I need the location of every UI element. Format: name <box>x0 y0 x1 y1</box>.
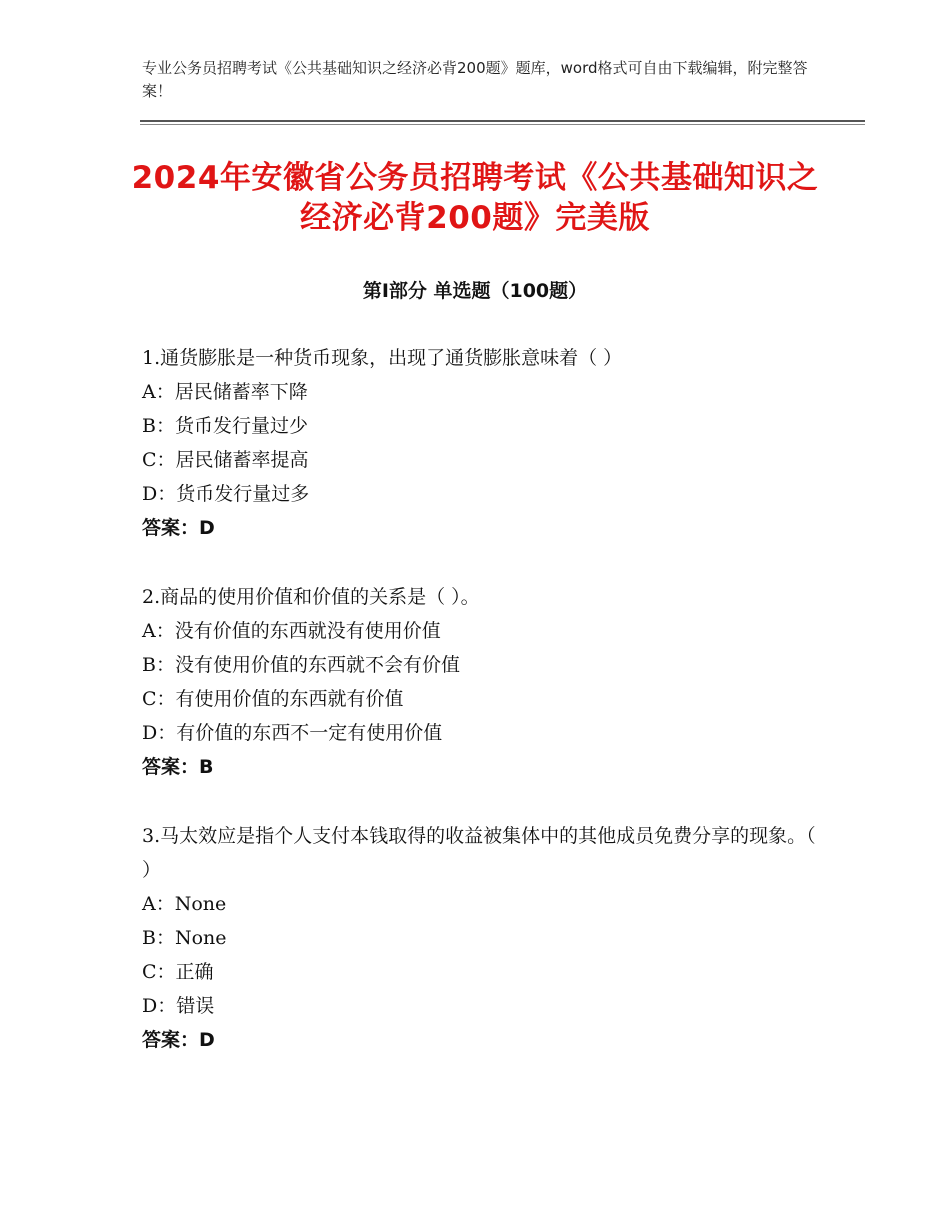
option-c: C：有使用价值的东西就有价值 <box>142 688 404 710</box>
option-c: C：居民储蓄率提高 <box>142 449 309 471</box>
section-heading: 第Ⅰ部分 单选题（100题） <box>362 280 588 302</box>
option-c: C：正确 <box>142 961 214 983</box>
question-2 <box>142 580 822 784</box>
header-note: 专业公务员招聘考试《公共基础知识之经济必背200题》题库，word格式可自由下载编辑，附完整答案！ <box>142 59 808 100</box>
document-title: 2024年安徽省公务员招聘考试《公共基础知识之经济必背200题》完美版 <box>131 160 819 236</box>
option-b: B：None <box>142 927 227 949</box>
header-rule-thin <box>140 124 865 125</box>
option-a: A：None <box>142 893 227 915</box>
option-b: B：货币发行量过少 <box>142 415 308 437</box>
question-stem: 2.商品的使用价值和价值的关系是（ ）。 <box>142 586 480 608</box>
option-d: D：有价值的东西不一定有使用价值 <box>142 722 443 744</box>
option-a: A：没有价值的东西就没有使用价值 <box>142 620 441 642</box>
option-b: B：没有使用价值的东西就不会有价值 <box>142 654 460 676</box>
option-a: A：居民储蓄率下降 <box>142 381 308 403</box>
question-3 <box>142 819 822 1057</box>
answer: 答案：D <box>142 1029 215 1051</box>
header-rule-thick <box>140 120 865 122</box>
option-d: D：货币发行量过多 <box>142 483 310 505</box>
answer: 答案：D <box>142 517 215 539</box>
option-d: D：错误 <box>142 995 215 1017</box>
question-stem: 3.马太效应是指个人支付本钱取得的收益被集体中的其他成员免费分享的现象。（ ） <box>142 825 816 881</box>
question-1 <box>142 341 822 545</box>
answer: 答案：B <box>142 756 214 778</box>
question-stem: 1.通货膨胀是一种货币现象，出现了通货膨胀意味着（ ） <box>142 347 623 369</box>
